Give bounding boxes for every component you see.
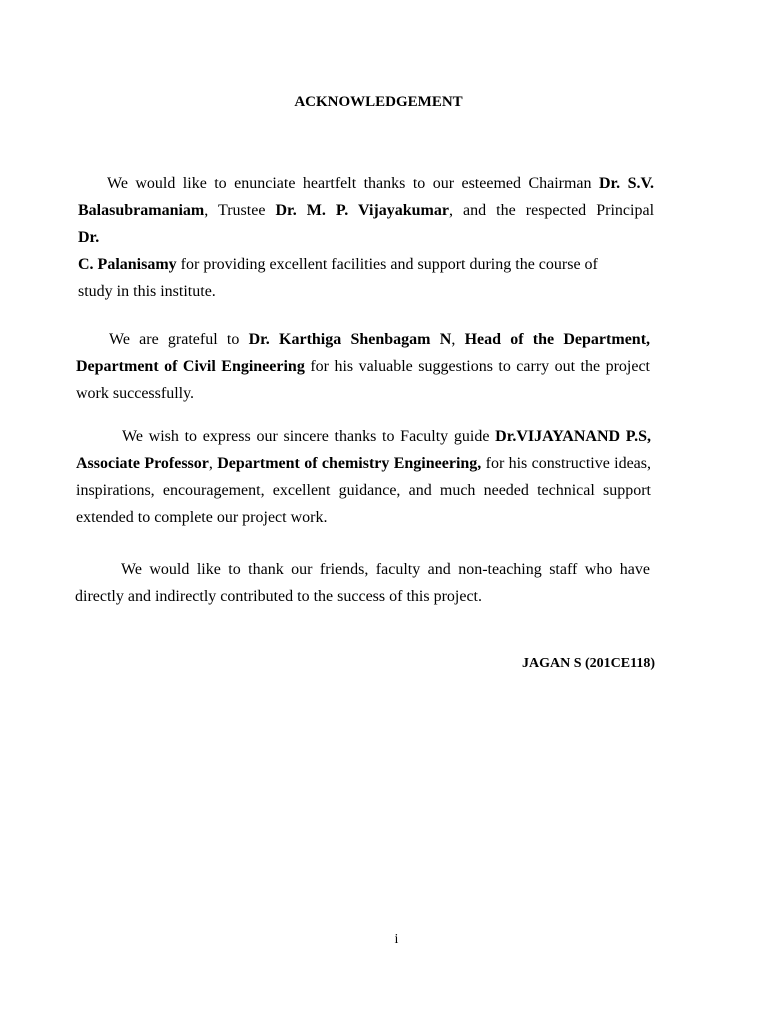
principal-name: Dr. [78, 229, 100, 246]
paragraph-line [78, 197, 654, 224]
text-run: We would like to enunciate heartfelt thanks to our esteemed Chairman [107, 175, 599, 192]
department-name: Department of Civil Engineering [76, 358, 305, 375]
text-run: for his valuable suggestions to carry out the project work successfully. [76, 358, 651, 402]
signature: JAGAN S (201CE118) [521, 656, 655, 671]
text-run: , Trustee [204, 202, 276, 219]
trustee-name: Dr. M. P. Vijayakumar [275, 202, 449, 219]
paragraph-line [78, 251, 654, 278]
text-run: , [208, 455, 218, 472]
paragraph-line [78, 170, 654, 197]
text-run: , [451, 331, 465, 348]
text-run: study in this institute. [78, 283, 216, 300]
paragraph-guide-thanks [76, 423, 651, 531]
paragraph-chairman-thanks [78, 170, 654, 305]
text-run: , and the respected Principal [448, 202, 655, 219]
text-run: We are grateful to [109, 331, 249, 348]
page-title: ACKNOWLEDGEMENT [294, 94, 463, 110]
paragraph-hod-thanks [76, 326, 650, 407]
guide-name: Dr.VIJAYANAND P.S, Associate Professor [76, 428, 651, 472]
text-run: We wish to express our sincere thanks to Faculty guide [122, 428, 496, 445]
chairman-name: Balasubramaniam [78, 202, 205, 219]
text-run: for his constructive ideas, inspirations, encouragement, excellent guidance, and much needed technical support extended to complete our project work. [76, 455, 652, 526]
principal-name: C. Palanisamy [78, 256, 177, 273]
guide-department: Department of chemistry Engineering, [217, 455, 482, 472]
chairman-name: Dr. S.V. [598, 175, 655, 192]
page-number: i [394, 932, 399, 947]
hod-title: Head of the Department, [464, 331, 651, 348]
text-run: We would like to thank our friends, faculty and non-teaching staff who have directly and indirectly contributed to the success of this project. [75, 561, 650, 605]
hod-name: Dr. Karthiga Shenbagam N [248, 331, 452, 348]
text-run: for providing excellent facilities and support during the course of [176, 256, 598, 273]
paragraph-friends-thanks [75, 556, 650, 610]
paragraph-line [78, 224, 654, 251]
paragraph-line [78, 278, 654, 305]
